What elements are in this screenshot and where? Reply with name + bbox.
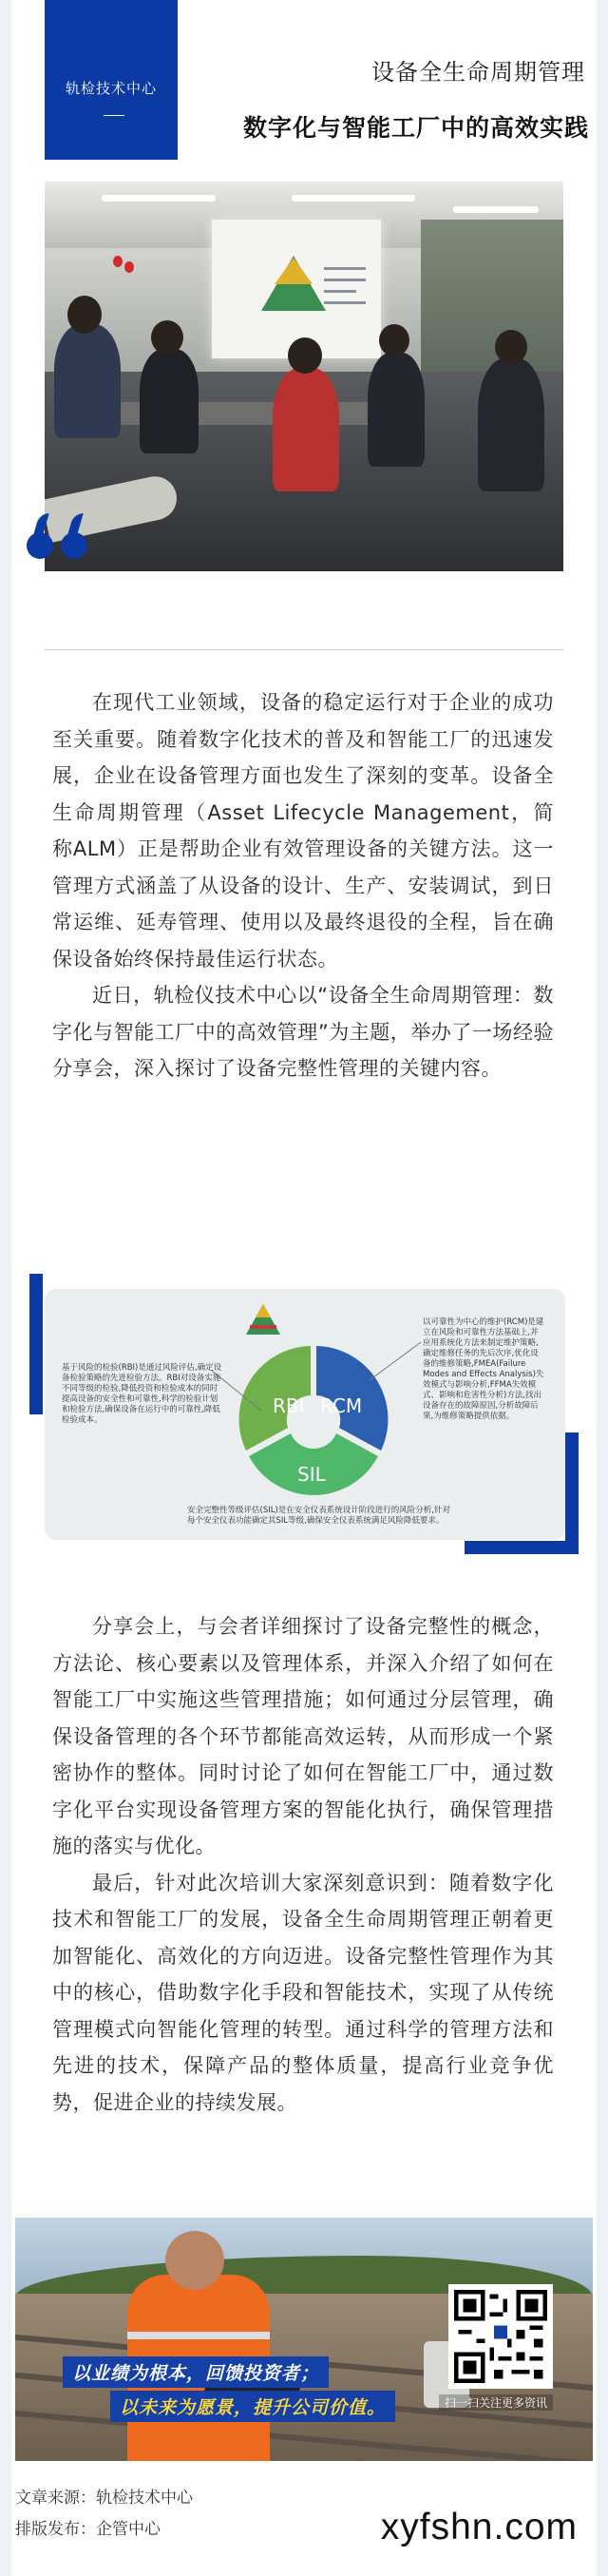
body-paragraph-1: 分享会上，与会者详细探讨了设备完整性的概念，方法论、核心要素以及管理体系，并深入介绍了如何在智能工厂中实施这些管理措施；如何通过分层管理，确保设备管理的各个环节都能高效运转，从而形成一个紧密协作的整体。同时讨论了如何在智能工厂中，通过数字化平台实现设备管理方案的智能化执行，确保管理措施的落实与优化。 <box>52 1615 554 1857</box>
rcm-description: 以可靠性为中心的维护(RCM)是建立在风险和可靠性方法基础上,并应用系统化方法来制定维护策略,确定维修任务的先后次序,优化设备的维修策略,FMEA(Failure Modes and Effects Analysis)失效模式与影响分析,FFMA失效模式、影响和危害性分析)方法,找出设备存在的故障原因,分析故障后果,为维修策略提供依据。 <box>423 1317 544 1421</box>
section-divider <box>45 649 563 650</box>
sil-label: SIL <box>297 1463 326 1486</box>
body-text <box>52 1608 554 2121</box>
article-publisher: 排版发布：企管中心 <box>15 2520 161 2539</box>
attendee <box>368 353 425 467</box>
brand-block <box>45 0 178 160</box>
intro-text <box>52 684 554 1087</box>
red-lantern <box>113 256 123 267</box>
intro-paragraph-1: 在现代工业领域，设备的稳定运行对于企业的成功至关重要。随着数字化技术的普及和智能工厂的迅速发展，企业在设备管理方面也发生了深刻的变革。设备全生命周期管理（Asset Lifecycle Management，简称ALM）正是帮助企业有效管理设备的关键方法。这一管理方式涵盖了从设备的设计、生产、安装调试，到日常运维、延寿管理、使用以及最终退役的全程，旨在确保设备始终保持最佳运行状态。 <box>52 691 554 971</box>
slide-text-line <box>324 301 366 304</box>
attendee-head <box>495 330 527 364</box>
ceiling-light <box>292 195 415 202</box>
article-title-line1: 设备全生命周期管理 <box>371 59 585 86</box>
quote-mark-icon <box>27 513 97 567</box>
brand-underline <box>104 115 124 116</box>
intro-paragraph-2: 近日，轨检仪技术中心以“设备全生命周期管理：数字化与智能工厂中的高效管理”为主题，举办了一场经验分享会，深入探讨了设备完整性管理的关键内容。 <box>52 984 554 1080</box>
attendee-head <box>379 324 409 356</box>
attendee-head <box>288 337 322 374</box>
accent-bar-bottom <box>465 1541 579 1554</box>
meeting-photo <box>45 182 563 571</box>
attendee <box>273 368 339 491</box>
rbi-label: RBI <box>273 1394 305 1417</box>
attendee <box>478 358 544 491</box>
attendee-head <box>67 296 102 334</box>
slogan-line-2: 以未来为愿景，提升公司价值。 <box>110 2391 395 2422</box>
projection-screen <box>212 220 381 358</box>
slide-text-line <box>324 290 356 293</box>
qr-caption: 扫一扫关注更多资讯 <box>439 2394 553 2411</box>
attendee <box>54 324 121 438</box>
site-domain: xyfshn.com <box>380 2507 578 2547</box>
attendee <box>140 349 199 453</box>
slide-text-line <box>324 279 366 281</box>
body-paragraph-2: 最后，针对此次培训大家深刻意识到：随着数字化技术和智能工厂的发展，设备全生命周期管理正朝着更加智能化、高效化的方向迈进。设备完整性管理作为其中的核心，借助数字化手段和智能技术，实现了从传统管理模式向智能化管理的转型。通过科学的管理方法和先进的技术，保障产品的整体质量，提高行业竞争优势，促进企业的持续发展。 <box>52 1871 554 2114</box>
rcm-label: RCM <box>320 1394 363 1417</box>
sil-description: 安全完整性等级评估(SIL)是在安全仪表系统设计阶段进行的风险分析,针对每个安全仪表功能确定其SIL等级,确保安全仪表系统满足风险降低要求。 <box>187 1506 450 1526</box>
diagram-card <box>45 1289 565 1540</box>
brand-name: 轨检技术中心 <box>65 80 157 97</box>
qr-code-icon[interactable] <box>448 2284 553 2389</box>
slide-text-line <box>324 267 366 270</box>
rbi-description: 基于风险的检验(RBI)是通过风险评估,确定设备检验策略的先进检验方法。RBI对设备实施不同等级的检验,降低投资和检验成本的同时提高设备的安全性和可靠性,科学的检验计划和检验方法,确保设备在运行中的可靠性,降低检验成本。 <box>62 1363 222 1425</box>
red-lantern <box>124 261 134 273</box>
integrity-management-diagram <box>29 1274 579 1554</box>
slide-pyramid-top <box>275 258 313 284</box>
slogan-line-1: 以业绩为根本，回馈投资者； <box>63 2356 329 2388</box>
article-title-line2: 数字化与智能工厂中的高效实践 <box>242 114 589 142</box>
ceiling-light <box>453 206 539 213</box>
accent-bar-left <box>29 1274 43 1414</box>
article-source: 文章来源：轨检技术中心 <box>15 2489 193 2508</box>
promo-banner <box>15 2218 593 2461</box>
ceiling-light <box>102 195 216 202</box>
worker-head <box>165 2231 224 2290</box>
accent-bar-right <box>565 1432 579 1554</box>
attendee-head <box>151 320 183 355</box>
